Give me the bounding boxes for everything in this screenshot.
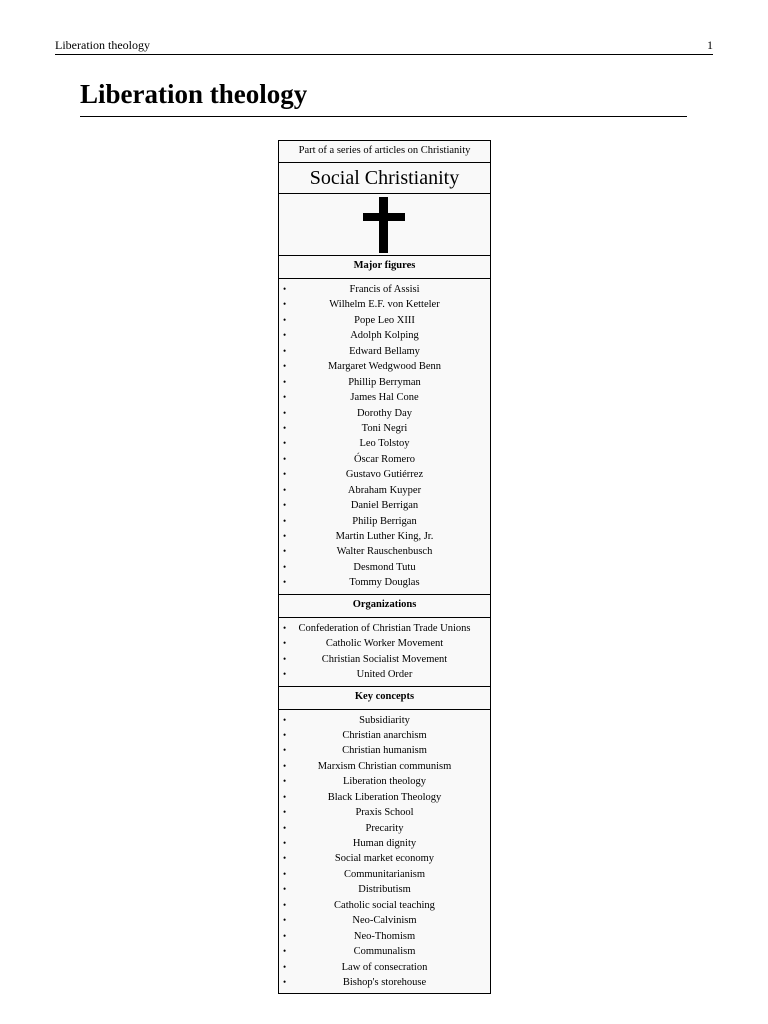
bullet-icon: • [283, 791, 287, 802]
bullet-icon: • [283, 422, 287, 433]
list-item-label[interactable]: Distributism [358, 884, 411, 896]
list-item[interactable] [279, 328, 490, 343]
bullet-icon: • [283, 392, 287, 403]
bullet-icon: • [283, 653, 287, 664]
list-item[interactable] [279, 728, 490, 743]
page-number: 1 [707, 38, 713, 52]
bullet-icon: • [283, 299, 287, 310]
list-item[interactable] [279, 436, 490, 451]
list-item-label[interactable]: Edward Bellamy [349, 345, 420, 357]
list-item-label[interactable]: Leo Tolstoy [359, 438, 410, 450]
section-title-key-concepts: Key concepts [279, 687, 490, 710]
list-item[interactable] [279, 544, 490, 559]
list-item[interactable] [279, 713, 490, 728]
bullet-icon: • [283, 976, 287, 987]
list-item[interactable] [279, 836, 490, 851]
list-item-label[interactable]: Neo-Thomism [353, 930, 416, 942]
bullet-icon: • [283, 868, 287, 879]
bullet-icon: • [283, 807, 287, 818]
list-item[interactable] [279, 483, 490, 498]
list-item[interactable] [279, 375, 490, 390]
list-item[interactable] [279, 636, 490, 651]
list-item-label[interactable]: James Hal Cone [350, 392, 419, 404]
list-item-label[interactable]: Martin Luther King, Jr. [335, 531, 434, 542]
bullet-icon: • [283, 669, 287, 680]
bullet-icon: • [283, 961, 287, 972]
infobox-heading[interactable]: Social Christianity [279, 163, 490, 194]
list-item-label[interactable]: Precarity [365, 822, 404, 834]
list-item[interactable] [279, 667, 490, 682]
bullet-icon: • [283, 899, 287, 910]
list-item[interactable] [279, 867, 490, 882]
list-item[interactable] [279, 359, 490, 374]
list-item[interactable] [279, 805, 490, 820]
list-item[interactable] [279, 421, 490, 436]
list-item-label[interactable]: Marxism Christian communism [317, 760, 452, 772]
infobox-social-christianity [278, 140, 491, 994]
list-item[interactable] [279, 390, 490, 405]
bullet-icon: • [283, 638, 287, 649]
list-item-label[interactable]: Neo-Calvinism [352, 915, 417, 927]
list-item-label[interactable]: Confederation of Christian Trade Unions [298, 622, 471, 634]
list-item[interactable] [279, 913, 490, 928]
bullet-icon: • [283, 284, 287, 294]
bullet-icon: • [283, 546, 287, 557]
list-item[interactable] [279, 313, 490, 328]
bullet-icon: • [283, 714, 287, 725]
list-item[interactable] [279, 452, 490, 467]
running-header [55, 38, 713, 55]
list-item-label[interactable]: United Order [356, 669, 413, 681]
bullet-icon: • [283, 500, 287, 511]
list-item-label[interactable]: Black Liberation Theology [327, 791, 442, 803]
running-header-title: Liberation theology [55, 38, 150, 52]
list-item-label[interactable]: Gustavo Gutiérrez [345, 469, 424, 481]
list-item[interactable] [279, 282, 490, 297]
list-item-label[interactable]: Daniel Berrigan [350, 500, 419, 512]
bullet-icon: • [283, 438, 287, 449]
list-item-label[interactable]: Toni Negri [361, 422, 408, 434]
list-item-label[interactable]: Pope Leo XIII [354, 314, 415, 326]
list-item[interactable] [279, 498, 490, 513]
list-item-label[interactable]: Walter Rauschenbusch [336, 546, 433, 558]
bullet-icon: • [283, 330, 287, 341]
bullet-icon: • [283, 469, 287, 480]
bullet-icon: • [283, 838, 287, 848]
list-item-label[interactable]: Wilhelm E.F. von Ketteler [329, 299, 440, 311]
infobox-image [279, 194, 490, 256]
list-item[interactable] [279, 944, 490, 959]
bullet-icon: • [283, 853, 287, 864]
list-item-label[interactable]: Óscar Romero [354, 453, 415, 465]
list-item[interactable] [279, 621, 490, 636]
bullet-icon: • [283, 822, 287, 833]
list-item[interactable] [279, 344, 490, 359]
list-item-label[interactable]: Abraham Kuyper [347, 484, 422, 496]
list-item[interactable] [279, 898, 490, 913]
list-item-label[interactable]: Christian anarchism [342, 729, 427, 741]
list-item[interactable] [279, 652, 490, 667]
list-item-label[interactable]: Catholic social teaching [334, 899, 435, 911]
bullet-icon: • [283, 760, 287, 771]
bullet-icon: • [283, 561, 287, 572]
list-item-label[interactable]: Christian Socialist Movement [321, 653, 448, 665]
list-item-label[interactable]: Tommy Douglas [349, 577, 420, 589]
list-item-label[interactable]: Law of consecration [341, 961, 428, 973]
bullet-icon: • [283, 577, 287, 588]
list-item-label[interactable]: Francis of Assisi [349, 284, 420, 295]
list-item-label[interactable]: Adolph Kolping [350, 330, 419, 342]
list-item[interactable] [279, 882, 490, 897]
list-item-label[interactable]: Liberation theology [342, 776, 427, 788]
bullet-icon: • [283, 453, 287, 464]
list-item-label[interactable]: Margaret Wedgwood Benn [327, 361, 442, 373]
list-item-label[interactable]: Praxis School [355, 807, 414, 819]
list-item[interactable] [279, 467, 490, 482]
list-item[interactable] [279, 575, 490, 590]
list-item[interactable] [279, 774, 490, 789]
list-item-label[interactable]: Dorothy Day [356, 407, 413, 419]
bullet-icon: • [283, 930, 287, 941]
list-item[interactable] [279, 514, 490, 529]
list-item-label[interactable]: Christian humanism [342, 745, 427, 757]
list-item-label[interactable]: Catholic Worker Movement [325, 638, 444, 650]
list-item[interactable] [279, 406, 490, 421]
bullet-icon: • [283, 531, 287, 541]
list-item-label[interactable]: Communitarianism [343, 868, 426, 880]
bullet-icon: • [283, 745, 287, 756]
list-item-label[interactable]: Bishop's storehouse [342, 976, 427, 988]
bullet-icon: • [283, 776, 287, 787]
organizations-list [279, 618, 490, 687]
list-item-label[interactable]: Social market economy [334, 853, 435, 865]
list-item[interactable] [279, 743, 490, 758]
bullet-icon: • [283, 361, 287, 372]
section-title-organizations: Organizations [279, 595, 490, 618]
article-title: Liberation theology [80, 78, 687, 117]
list-item-label[interactable]: Subsidiarity [359, 714, 410, 726]
cross-icon[interactable] [363, 197, 405, 253]
bullet-icon: • [283, 884, 287, 895]
list-item[interactable] [279, 529, 490, 544]
list-item[interactable] [279, 821, 490, 836]
list-item[interactable] [279, 790, 490, 805]
bullet-icon: • [283, 345, 287, 356]
bullet-icon: • [283, 622, 287, 633]
major-figures-list [279, 279, 490, 595]
infobox-series-note[interactable]: Part of a series of articles on Christianity [279, 141, 490, 163]
bullet-icon: • [283, 314, 287, 325]
list-item[interactable] [279, 851, 490, 866]
bullet-icon: • [283, 484, 287, 495]
list-item-label[interactable]: Desmond Tutu [353, 561, 416, 573]
list-item-label[interactable]: Phillip Berryman [348, 376, 421, 388]
bullet-icon: • [283, 376, 287, 387]
bullet-icon: • [283, 515, 287, 526]
list-item[interactable] [279, 929, 490, 944]
list-item-label[interactable]: Philip Berrigan [352, 515, 417, 527]
section-title-major-figures: Major figures [279, 256, 490, 279]
bullet-icon: • [283, 407, 287, 418]
list-item[interactable] [279, 759, 490, 774]
list-item[interactable] [279, 297, 490, 312]
list-item-label[interactable]: Human dignity [352, 838, 417, 849]
list-item-label[interactable]: Communalism [353, 946, 416, 958]
list-item[interactable] [279, 960, 490, 975]
key-concepts-list [279, 710, 490, 994]
list-item[interactable] [279, 560, 490, 575]
bullet-icon: • [283, 729, 287, 740]
bullet-icon: • [283, 915, 287, 926]
list-item[interactable] [279, 975, 490, 990]
bullet-icon: • [283, 946, 287, 957]
